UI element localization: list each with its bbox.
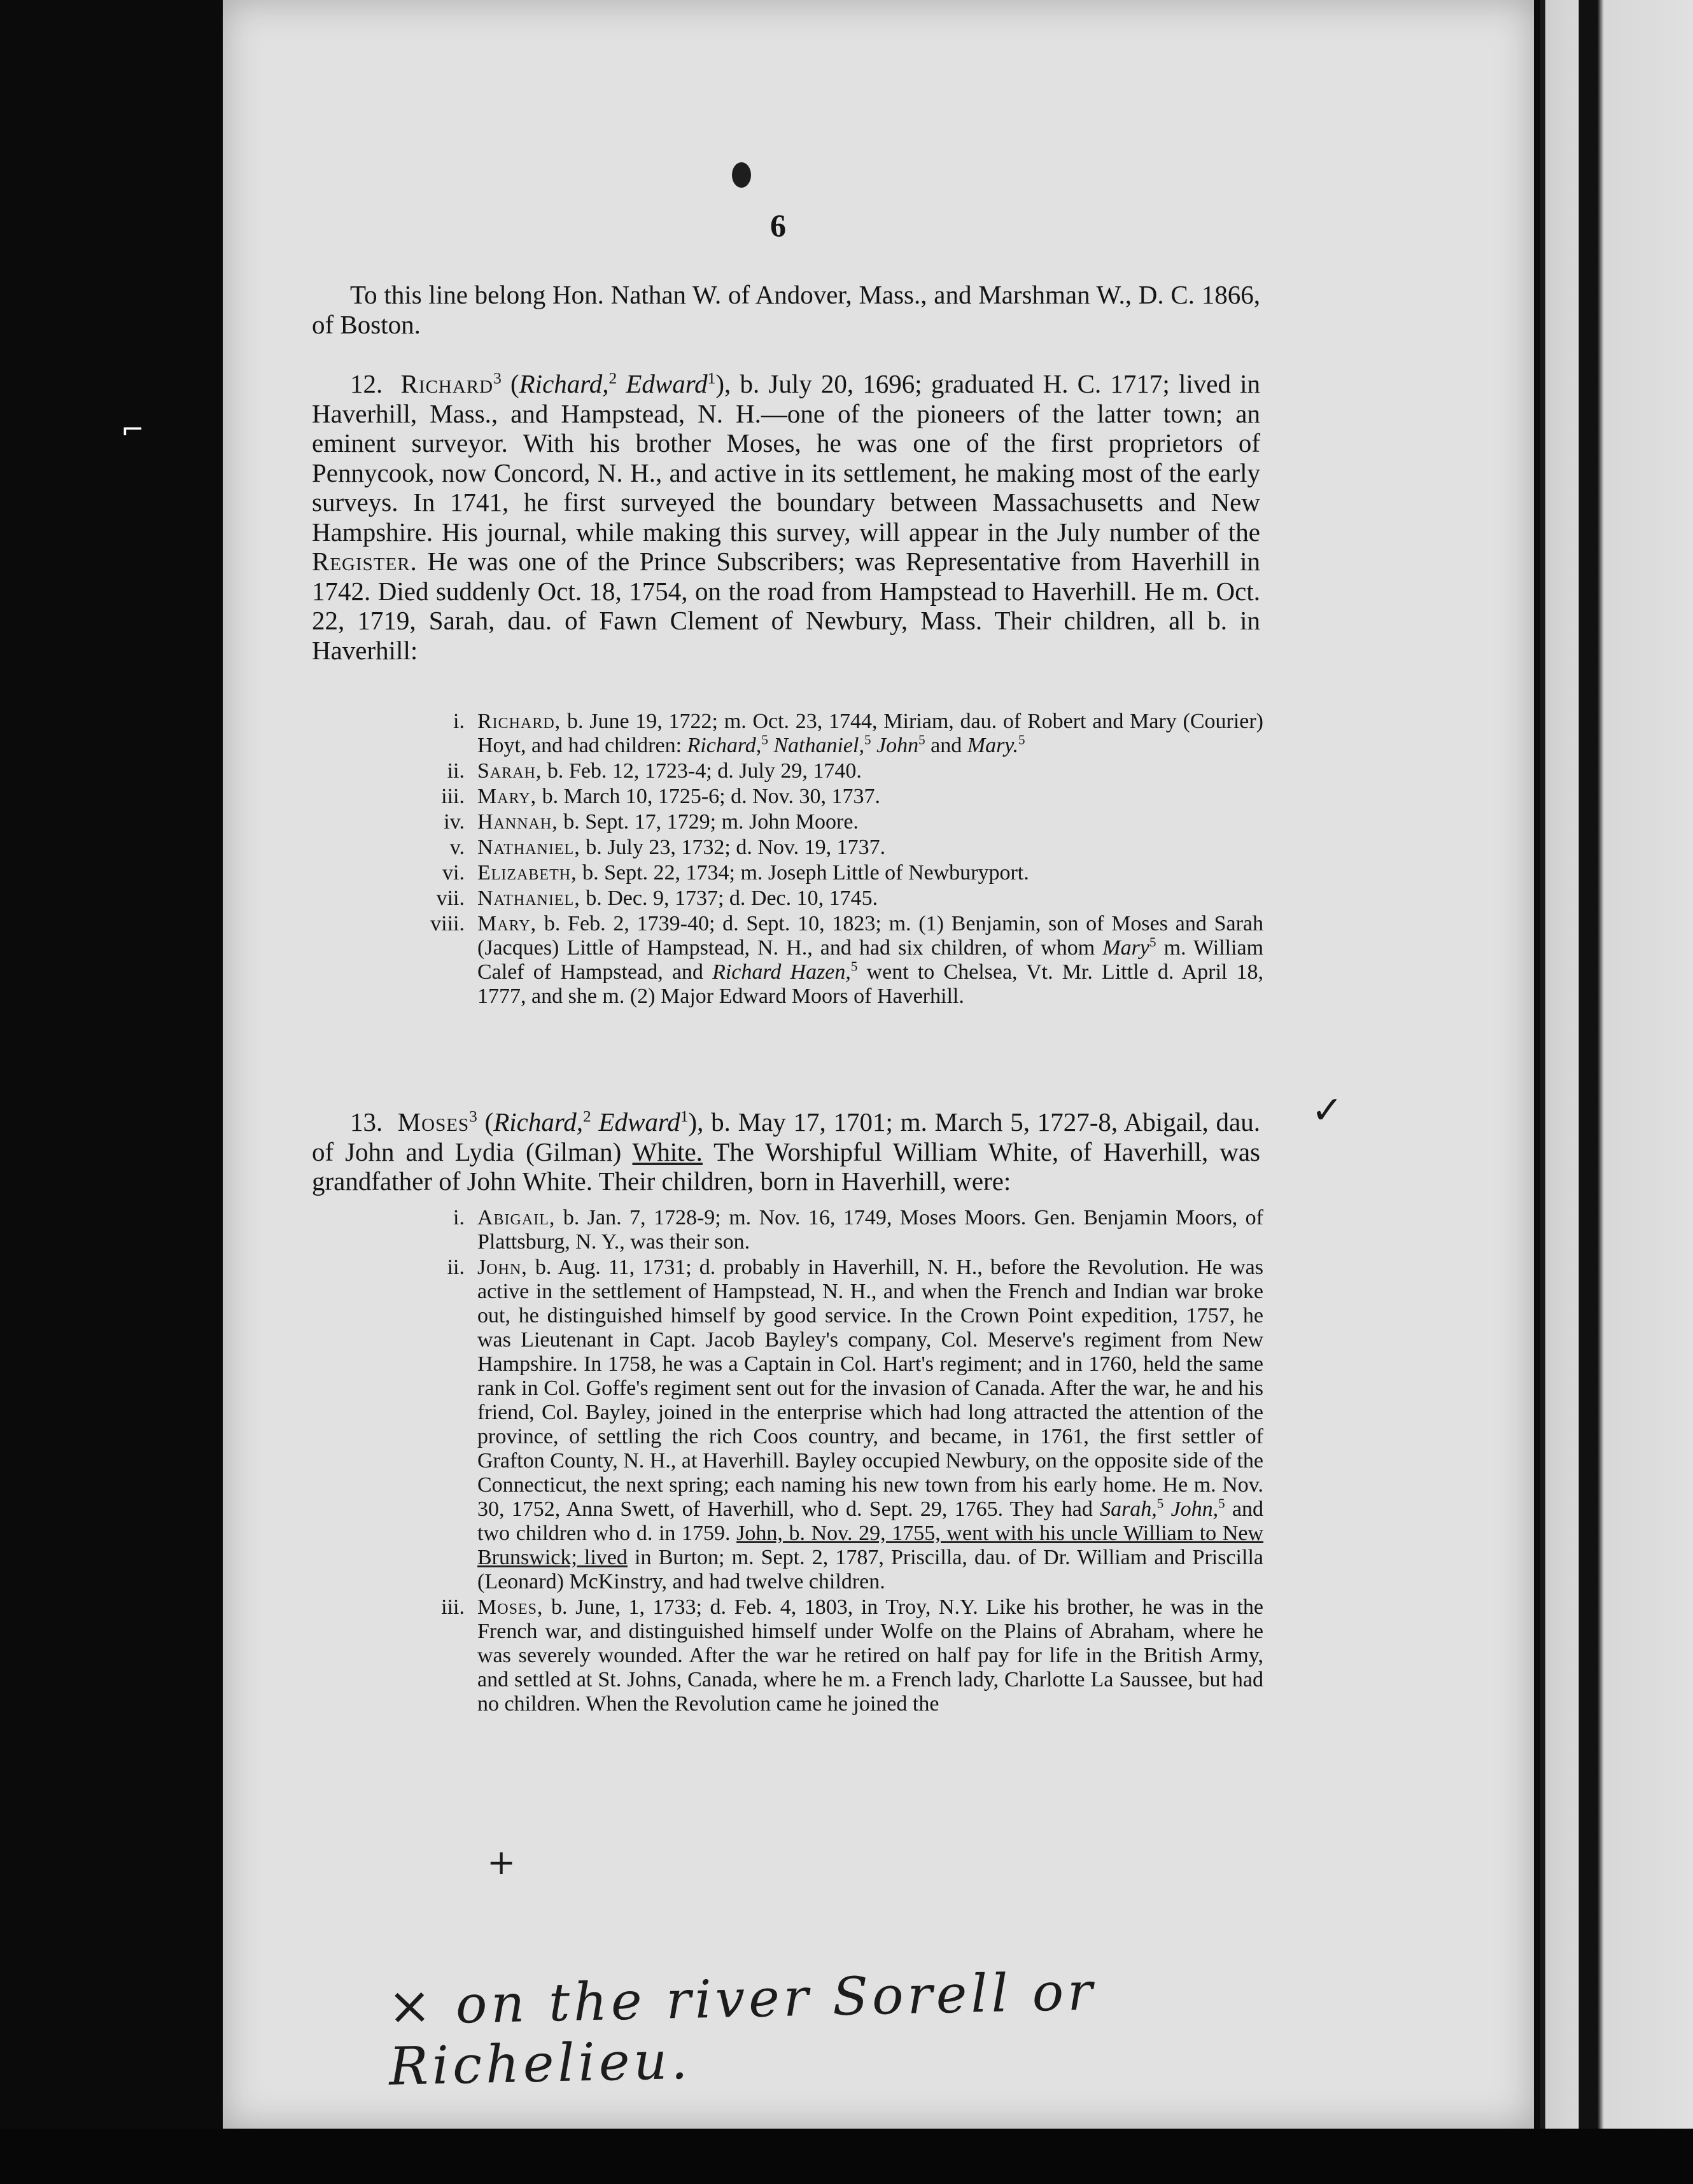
paren-close: ),: [688, 1107, 704, 1137]
list-item: [407, 1595, 1263, 1716]
list-item: [407, 886, 1263, 911]
generation-sup: 5: [1018, 732, 1025, 748]
grandparent-sup: 1: [680, 1107, 689, 1126]
generation-sup: 5: [761, 732, 768, 748]
film-edge-marking: [83, 2170, 178, 2180]
parent-name: Richard,: [519, 369, 609, 398]
child-text: in Burton; m. Sept. 2, 1787, Priscilla, dau. of Dr. William and Priscilla (Leonard) McKinstry, and had twelve children.: [477, 1546, 1263, 1593]
child-name: Richard,: [477, 710, 561, 733]
child-text: b. Sept. 17, 1729; m. John Moore.: [563, 810, 859, 834]
scan-bottom-border: [0, 2129, 1693, 2184]
children-list-12: [407, 710, 1263, 1010]
register-name: Register.: [312, 547, 418, 576]
entry-number: 13.: [350, 1107, 383, 1137]
underlined-surname: White.: [632, 1137, 703, 1166]
generation-sup: 5: [1218, 1495, 1225, 1511]
grandparent-sup: 1: [707, 369, 716, 388]
paren-open: (: [484, 1107, 494, 1137]
list-item: [407, 785, 1263, 809]
child-text: b. Jan. 7, 1728-9; m. Nov. 16, 1749, Moses Moors. Gen. Benjamin Moors, of Plattsburg, N. Y., was their son.: [477, 1206, 1264, 1254]
child-name: Sarah,: [477, 759, 542, 783]
generation-sup: 5: [850, 958, 858, 974]
child-name: Elizabeth,: [477, 861, 577, 885]
grandparent-name: Edward: [626, 369, 708, 398]
entry-text-continued: The Worshipful William White, of Haverhill, was grandfather of John White. Their children, born in Haverhill, were:: [312, 1137, 1260, 1196]
handwritten-checkmark: ✓: [1311, 1088, 1344, 1133]
child-number: iii.: [441, 1595, 465, 1619]
conjunction: and: [931, 734, 962, 757]
list-item: [407, 759, 1263, 783]
list-item: [407, 912, 1263, 1009]
handwritten-cross-mark: +: [487, 1842, 516, 1882]
margin-tick-mark: ⌐: [121, 414, 144, 446]
parent-sup: 2: [583, 1107, 591, 1126]
child-number: iv.: [444, 810, 465, 834]
child-text: b. Feb. 2, 1739-40; d. Sept. 10, 1823; m. (1) Benjamin, son of Moses and Sarah (Jacques) Little of Hampstead, N. H., and had six children, of whom: [477, 912, 1264, 960]
list-item: [407, 1206, 1263, 1254]
paren-close: ),: [715, 369, 731, 398]
generation-sup: 5: [864, 732, 871, 748]
generation-sup: 5: [918, 732, 925, 748]
entry-name: Richard: [400, 369, 494, 398]
list-item: [407, 1256, 1263, 1594]
child-number: iii.: [441, 785, 465, 808]
entry-text: b. July 20, 1696; graduated H. C. 1717; lived in Haverhill, Mass., and Hampstead, N. H.—one of the pioneers of the latter town; an eminent surveyor. With his brother Moses, he was one of the first proprietors of Pennycook, now Concord, N. H., and active in its settlement, he making most of the early surveys. In 1741, he first surveyed the boundary between Massachusetts and New Hampshire. His journal, while making this survey, will appear in the July number of the: [312, 369, 1261, 547]
paren-open: (: [510, 369, 519, 398]
child-text: b. Aug. 11, 1731; d. probably in Haverhill, N. H., before the Revolution. He was active in the settlement of Hampstead, N. H., and when the French and Indian war broke out, he distinguished himself by good service. In the Crown Point expedition, 1757, he was Lieutenant in Capt. Jacob Bayley's company, Col. Meserve's regiment from New Hampshire. In 1758, he was a Captain in Col. Hart's regiment; and in 1760, held the same rank in Col. Goffe's regiment sent out for the invasion of Canada. After the war, he and his friend, Col. Bayley, joined in the enterprise which had long attracted the attention of the province, of settling the rich Coos country, and became, in 1761, the first settler of Grafton County, N. H., at Haverhill. Bayley occupied Newbury, on the opposite side of the Connecticut, the next spring; each naming his new town from his early home. He m. Nov. 30, 1752, Anna Swett, of Haverhill, who d. Sept. 29, 1765. They had: [477, 1256, 1263, 1521]
entry-number: 12.: [350, 369, 383, 398]
child-number: vi.: [442, 861, 465, 885]
children-list-13: [407, 1206, 1263, 1718]
entry-13-moses: [312, 1107, 1260, 1196]
parent-name: Richard,: [493, 1107, 584, 1137]
entry-name: Moses: [397, 1107, 470, 1137]
child-number: i.: [453, 1206, 465, 1229]
child-number: vii.: [436, 886, 465, 910]
child-number: ii.: [447, 1256, 465, 1279]
child-name: Moses,: [477, 1595, 544, 1619]
child-text: b. June 19, 1722; m. Oct. 23, 1744, Miriam, dau. of Robert and Mary (Courier) Hoyt, and had children:: [477, 710, 1264, 757]
parent-sup: 2: [608, 369, 617, 388]
child-text: b. June, 1, 1733; d. Feb. 4, 1803, in Troy, N.Y. Like his brother, he was in the French war, and distinguished himself under Wolfe on the Plains of Abraham, where he was severely wounded. After the war he retired on half pay for life in the British Army, and settled at St. Johns, Canada, where he m. a French lady, Charlotte La Saussee, but had no children. When the Revolution came he joined the: [477, 1595, 1263, 1716]
child-text: b. Sept. 22, 1734; m. Joseph Little of Newburyport.: [582, 861, 1029, 885]
child-text: m. William Calef of Hampstead, and: [477, 936, 1264, 984]
generation-sup: 5: [1156, 1495, 1164, 1511]
list-item: [407, 861, 1263, 885]
child-name: John,: [477, 1256, 528, 1279]
child-name: Hannah,: [477, 810, 558, 834]
grandchild-name: John: [876, 734, 919, 757]
intro-paragraph: To this line belong Hon. Nathan W. of Andover, Mass., and Marshman W., D. C. 1866, of Boston.: [312, 280, 1260, 339]
child-number: i.: [453, 710, 465, 733]
grandchild-name: Nathaniel,: [773, 734, 864, 757]
list-item: [407, 836, 1263, 860]
entry-text-continued: He was one of the Prince Subscribers; was Representative from Haverhill in 1742. Died suddenly Oct. 18, 1754, on the road from Hampstead to Haverhill. He m. Oct. 22, 1719, Sarah, dau. of Fawn Clement of Newbury, Mass. Their children, all b. in Haverhill:: [312, 547, 1261, 665]
child-text: b. Feb. 12, 1723-4; d. July 29, 1740.: [547, 759, 862, 783]
child-text: went to Chelsea, Vt. Mr. Little d. April 18, 1777, and she m. (2) Major Edward Moors of Haverhill.: [477, 960, 1264, 1008]
list-item: [407, 710, 1263, 758]
grandchild-name: Mary: [1102, 936, 1149, 960]
child-number: ii.: [447, 759, 465, 783]
grandchild-name: Mary.: [967, 734, 1019, 757]
page-number: 6: [770, 207, 786, 243]
child-text: b. Dec. 9, 1737; d. Dec. 10, 1745.: [586, 886, 878, 910]
grandchild-name: Richard,: [687, 734, 762, 757]
child-text: b. March 10, 1725-6; d. Nov. 30, 1737.: [542, 785, 880, 808]
generation-sup: 3: [469, 1107, 477, 1126]
entry-12-richard: [312, 369, 1260, 665]
child-text: b. July 23, 1732; d. Nov. 19, 1737.: [586, 836, 886, 859]
handwritten-footnote: × on the river Sorell or Richelieu.: [387, 1961, 1097, 2097]
child-name: Abigail,: [477, 1206, 556, 1229]
child-number: v.: [449, 836, 465, 859]
child-text: and two children who d. in 1759.: [477, 1497, 1264, 1545]
underlined-annotation: John, b. Nov. 29, 1755, went with his uncle William to New Brunswick; lived: [477, 1522, 1263, 1569]
child-name: Mary,: [477, 912, 537, 935]
child-name: Nathaniel,: [477, 836, 580, 859]
grandchild-name: John,: [1170, 1497, 1219, 1521]
child-name: Nathaniel,: [477, 886, 580, 910]
generation-sup: 5: [1149, 934, 1156, 950]
grandchild-name: Richard Hazen,: [712, 960, 851, 984]
grandparent-name: Edward: [598, 1107, 680, 1137]
grandchild-name: Sarah,: [1100, 1497, 1157, 1521]
list-item: [407, 810, 1263, 834]
entry-text: b. May 17, 1701; m. March 5, 1727-8, Abigail, dau. of John and Lydia (Gilman): [312, 1107, 1260, 1166]
generation-sup: 3: [493, 369, 502, 388]
child-number: viii.: [430, 912, 465, 935]
child-name: Mary,: [477, 785, 537, 808]
